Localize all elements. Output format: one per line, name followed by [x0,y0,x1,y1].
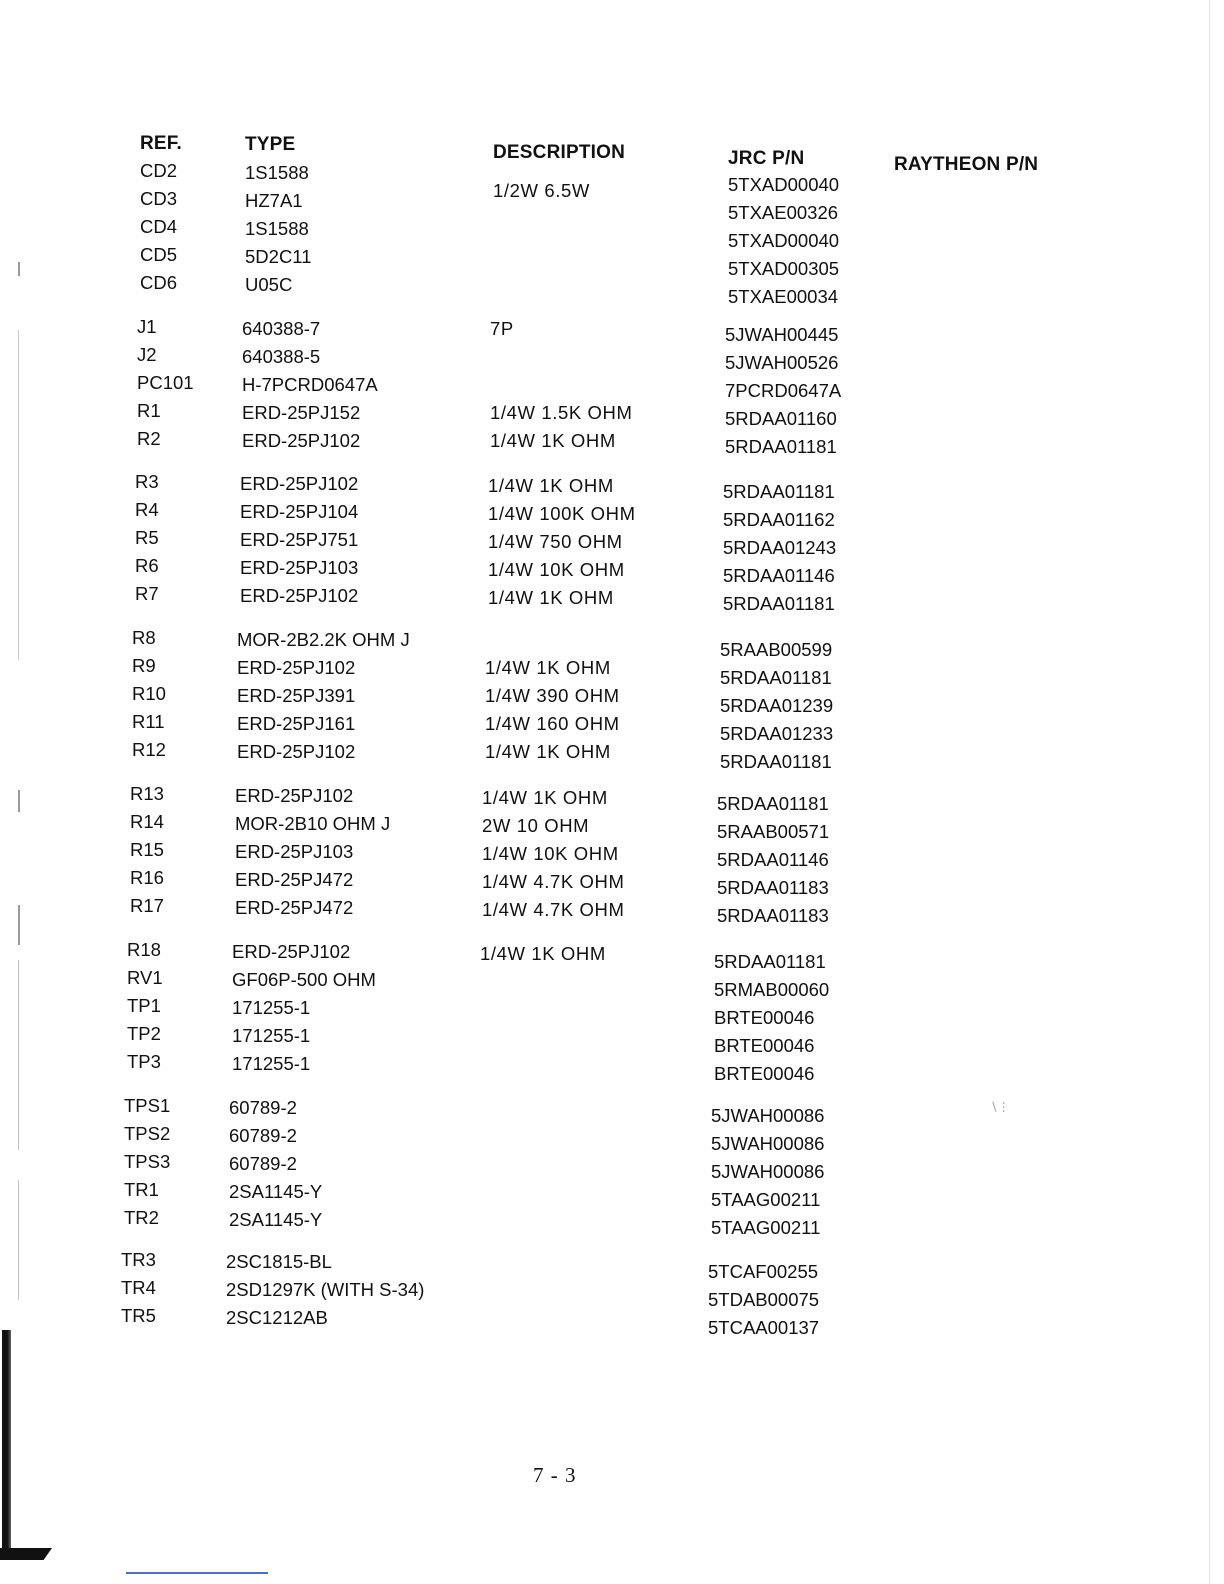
table-row [0,739,1224,772]
table-row [0,1051,1224,1084]
cell-ref: R7 [135,583,159,604]
cell-description: 1/4W 390 OHM [485,685,620,706]
table-row [0,811,1224,842]
cell-jrc-pn: 5RAAB00571 [717,821,830,842]
table-row [0,867,1224,898]
cell-ref: J2 [137,344,157,365]
cell-description: 2W 10 OHM [482,815,590,836]
cell-jrc-pn: 5JWAH00086 [711,1161,825,1182]
table-row [0,372,1224,400]
cell-ref: R14 [130,811,164,832]
cell-jrc-pn: 5TAAG00211 [711,1189,821,1210]
cell-type: 1S1588 [245,218,309,239]
cell-description: 1/2W 6.5W [493,180,590,201]
table-row [0,783,1224,814]
table-row [0,655,1224,688]
table-row [0,1207,1224,1238]
cell-ref: TR4 [121,1277,156,1298]
cell-ref: R13 [130,783,164,804]
cell-jrc-pn: 5TCAA00137 [708,1317,820,1338]
cell-jrc-pn: 5TXAE00034 [728,286,839,307]
cell-jrc-pn: 5RDAA01181 [720,667,832,688]
table-row [0,1151,1224,1182]
cell-type: ERD-25PJ391 [237,685,356,706]
table-row [0,499,1224,530]
cell-description: 1/4W 1K OHM [488,587,614,608]
cell-ref: TPS3 [124,1151,171,1172]
cell-type: ERD-25PJ102 [240,585,359,606]
cell-jrc-pn: 5TAAG00211 [711,1217,821,1238]
cell-type: ERD-25PJ102 [237,741,356,762]
table-row [0,839,1224,870]
table-row [0,272,1224,307]
cell-type: 2SA1145-Y [229,1209,323,1230]
cell-ref: R3 [135,471,159,492]
cell-description: 1/4W 1K OHM [480,943,606,964]
cell-type: 640388-5 [242,346,321,367]
table-row [0,316,1224,344]
cell-description: 1/4W 4.7K OHM [482,899,625,920]
table-row [0,216,1224,251]
table-row [0,895,1224,926]
cell-jrc-pn: 7PCRD0647A [725,380,842,401]
cell-jrc-pn: 5RMAB00060 [714,979,830,1000]
cell-ref: CD6 [140,272,178,293]
cell-jrc-pn: 5RDAA01181 [725,436,837,457]
cell-jrc-pn: 5RDAA01239 [720,695,834,716]
table-row [0,711,1224,744]
cell-description: 1/4W 1K OHM [482,787,608,808]
cell-description: 1/4W 1K OHM [490,430,616,451]
cell-ref: R10 [132,683,166,704]
cell-ref: J1 [137,316,157,337]
cell-type: HZ7A1 [245,190,303,211]
cell-jrc-pn: BRTE00046 [714,1007,815,1028]
cell-type: 60789-2 [229,1153,297,1174]
table-row [0,527,1224,558]
cell-description: 7P [490,318,514,339]
cell-description: 1/4W 1.5K OHM [490,402,633,423]
cell-ref: CD3 [140,188,178,209]
cell-type: 60789-2 [229,1097,297,1118]
cell-description: 1/4W 750 OHM [488,531,623,552]
table-row [0,1277,1224,1310]
cell-type: GF06P-500 OHM [232,969,376,990]
table-row [0,1023,1224,1056]
header-raytheon-pn: RAYTHEON P/N [894,154,1039,175]
cell-ref: TP1 [127,995,161,1016]
cell-ref: TPS2 [124,1123,171,1144]
cell-jrc-pn: 5RDAA01233 [720,723,834,744]
header-type: TYPE [245,134,296,155]
table-row [0,967,1224,1000]
cell-type: ERD-25PJ102 [242,430,361,451]
cell-ref: R12 [132,739,166,760]
cell-type: ERD-25PJ102 [237,657,356,678]
cell-description: 1/4W 10K OHM [488,559,625,580]
cell-type: MOR-2B10 OHM J [235,813,391,834]
cell-ref: R8 [132,627,156,648]
header-description: DESCRIPTION [493,142,626,163]
cell-ref: TR3 [121,1249,156,1270]
cell-jrc-pn: BRTE00046 [714,1035,815,1056]
table-row [0,995,1224,1028]
cell-jrc-pn: 5TXAD00305 [728,258,840,279]
header-ref: REF. [140,133,182,154]
cell-ref: R5 [135,527,159,548]
cell-description: 1/4W 10K OHM [482,843,619,864]
cell-description: 1/4W 160 OHM [485,713,620,734]
cell-ref: R4 [135,499,159,520]
cell-type: 1S1588 [245,162,309,183]
cell-jrc-pn: 5RDAA01181 [723,481,835,502]
cell-type: MOR-2B2.2K OHM J [237,629,410,650]
cell-ref: R16 [130,867,164,888]
cell-jrc-pn: 5TCAF00255 [708,1261,819,1282]
cell-description: 1/4W 1K OHM [488,475,614,496]
cell-type: ERD-25PJ161 [237,713,356,734]
cell-ref: R1 [137,400,161,421]
cell-type: H-7PCRD0647A [242,374,378,395]
cell-type: ERD-25PJ103 [240,557,359,578]
table-row [0,344,1224,372]
table-row [0,1249,1224,1282]
table-row [0,471,1224,502]
cell-type: 2SC1815-BL [226,1251,332,1272]
table-row [0,400,1224,428]
cell-type: 5D2C11 [245,246,312,267]
page-number: 7 - 3 [533,1463,577,1487]
table-row [0,428,1224,456]
cell-ref: R9 [132,655,156,676]
cell-ref: CD2 [140,160,178,181]
cell-type: 640388-7 [242,318,321,339]
cell-type: ERD-25PJ103 [235,841,354,862]
cell-type: 2SA1145-Y [229,1181,323,1202]
cell-type: ERD-25PJ751 [240,529,359,550]
cell-ref: R15 [130,839,164,860]
cell-jrc-pn: 5TXAD00040 [728,230,840,251]
cell-ref: CD5 [140,244,178,265]
cell-ref: TP2 [127,1023,161,1044]
cell-jrc-pn: 5TXAD00040 [728,174,840,195]
cell-jrc-pn: 5RDAA01160 [725,408,837,429]
cell-jrc-pn: 5JWAH00445 [725,324,839,345]
cell-type: 2SD1297K (WITH S-34) [226,1279,425,1300]
table-row [0,583,1224,614]
cell-type: ERD-25PJ104 [240,501,359,522]
header-jrc-pn: JRC P/N [728,148,805,169]
table-row [0,627,1224,660]
cell-ref: TR1 [124,1179,159,1200]
footer-rule [126,1572,268,1574]
cell-type: ERD-25PJ102 [235,785,354,806]
cell-type: ERD-25PJ102 [240,473,359,494]
table-row [0,555,1224,586]
cell-jrc-pn: 5RDAA01243 [723,537,837,558]
cell-description: 1/4W 4.7K OHM [482,871,625,892]
cell-jrc-pn: BRTE00046 [714,1063,815,1084]
cell-ref: TP3 [127,1051,161,1072]
cell-description: 1/4W 1K OHM [485,741,611,762]
cell-ref: TR2 [124,1207,159,1228]
cell-ref: R11 [132,711,165,732]
cell-jrc-pn: 5RDAA01146 [717,849,829,870]
cell-jrc-pn: 5RDAA01183 [717,905,829,926]
cell-type: 171255-1 [232,997,311,1018]
cell-jrc-pn: 5TDAB00075 [708,1289,820,1310]
cell-jrc-pn: 5JWAH00086 [711,1105,825,1126]
table-row [0,1123,1224,1154]
cell-type: 2SC1212AB [226,1307,328,1328]
cell-description: 1/4W 1K OHM [485,657,611,678]
cell-ref: R18 [127,939,161,960]
cell-jrc-pn: 5TXAE00326 [728,202,839,223]
cell-type: ERD-25PJ472 [235,869,354,890]
cell-ref: R17 [130,895,164,916]
cell-type: ERD-25PJ102 [232,941,351,962]
table-row [0,939,1224,972]
cell-jrc-pn: 5JWAH00526 [725,352,839,373]
table-row [0,1095,1224,1126]
cell-ref: CD4 [140,216,178,237]
cell-type: 171255-1 [232,1025,311,1046]
cell-description: 1/4W 100K OHM [488,503,636,524]
table-row [0,1179,1224,1210]
cell-type: ERD-25PJ152 [242,402,361,423]
cell-ref: TPS1 [124,1095,171,1116]
cell-jrc-pn: 5RDAA01183 [717,877,829,898]
cell-jrc-pn: 5RDAA01181 [720,751,832,772]
cell-type: 171255-1 [232,1053,311,1074]
cell-ref: RV1 [127,967,163,988]
cell-ref: R6 [135,555,159,576]
cell-ref: R2 [137,428,161,449]
cell-type: ERD-25PJ472 [235,897,354,918]
cell-ref: PC101 [137,372,194,393]
cell-jrc-pn: 5RDAA01181 [723,593,835,614]
cell-jrc-pn: 5RDAA01181 [717,793,829,814]
cell-jrc-pn: 5RAAB00599 [720,639,833,660]
cell-jrc-pn: 5RDAA01181 [714,951,826,972]
cell-type: 60789-2 [229,1125,297,1146]
table-row [0,683,1224,716]
cell-type: U05C [245,274,293,295]
scan-smudge: ∖⋮ [990,1100,1010,1114]
table-row [0,1305,1224,1338]
cell-jrc-pn: 5JWAH00086 [711,1133,825,1154]
cell-jrc-pn: 5RDAA01162 [723,509,835,530]
table-row [0,244,1224,279]
cell-jrc-pn: 5RDAA01146 [723,565,835,586]
cell-ref: TR5 [121,1305,156,1326]
